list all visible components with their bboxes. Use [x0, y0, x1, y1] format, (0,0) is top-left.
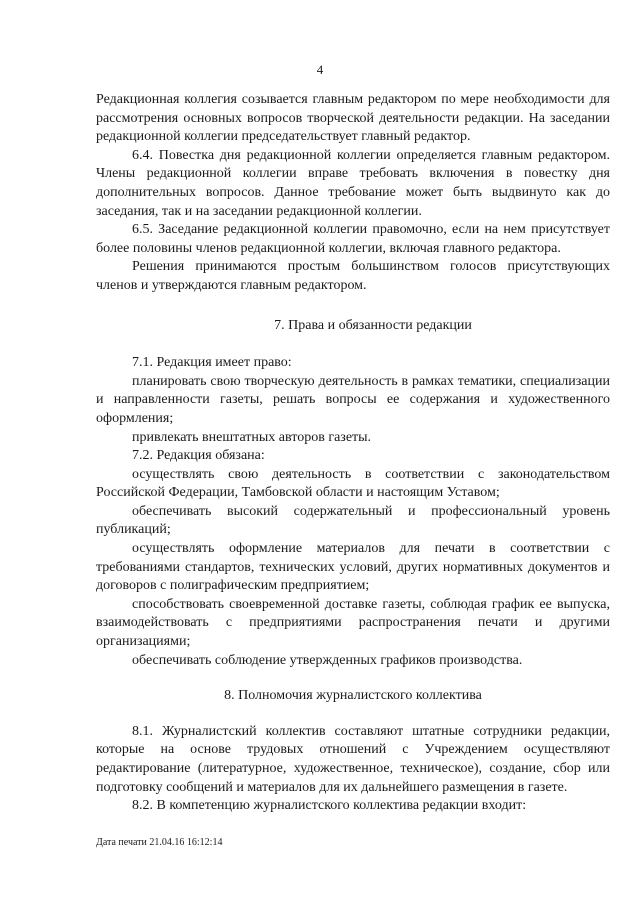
paragraph: 7.1. Редакция имеет право: — [132, 355, 292, 371]
paragraph: планировать свою творческую деятельность в рамках тематики, специализации и направленности газеты, решать вопросы ее содержания и художественного оформления; — [96, 373, 610, 426]
paragraph: обеспечивать соблюдение утвержденных графиков производства. — [132, 652, 523, 668]
page-number: 4 — [316, 62, 324, 77]
print-date-footer: Дата печати 21.04.16 16:12:14 — [96, 837, 223, 848]
section-7 — [96, 354, 610, 670]
paragraph: 7.2. Редакция обязана: — [132, 448, 265, 464]
paragraph: осуществлять оформление материалов для печати в соответствии с требованиями стандартов, технических условий, других нормативных документов и договоров с полиграфическим предприятием; — [96, 541, 610, 594]
paragraph: осуществлять свою деятельность в соответствии с законодательством Российской Федерации, Тамбовской области и настоящим Уставом; — [96, 466, 610, 501]
paragraph: привлекать внештатных авторов газеты. — [132, 429, 372, 445]
section-heading-8: 8. Полномочия журналистского коллектива — [224, 688, 482, 704]
paragraph: 6.5. Заседание редакционной коллегии правомочно, если на нем присутствует более половины членов редакционной коллегии, включая главного редактора. — [96, 222, 610, 256]
paragraph: Решения принимаются простым большинством голосов присутствующих членов и утверждаются главным редактором. — [96, 259, 610, 293]
paragraph: 8.1. Журналистский коллектив составляют штатные сотрудники редакции, которые на основе трудовых отношений с Учреждением осуществляют редактирование (литературное, художественное, техническое), создание, сбор или подготовку сообщений и материалов для их дальнейшего размещения в газете. — [96, 723, 610, 795]
section-heading-7: 7. Права и обязанности редакции — [274, 317, 472, 333]
paragraph: 6.4. Повестка дня редакционной коллегии определяется главным редактором. Члены редакционной коллегии вправе требовать включения в повестку дня дополнительных вопросов. Данное требование может быть выдвинуто как до заседания, так и на заседании редакционной коллегии. — [96, 147, 610, 219]
paragraph: способствовать своевременной доставке газеты, соблюдая график ее выпуска, взаимодействовать с предприятиями распространения печати и другими организациями; — [96, 596, 610, 650]
paragraph: 8.2. В компетенцию журналистского коллектива редакции входит: — [132, 798, 527, 814]
document-body — [96, 91, 610, 816]
paragraph: Редакционная коллегия созывается главным редактором по мере необходимости для рассмотрения основных вопросов творческой деятельности редакции. На заседании редакционной коллегии председательствует главный редактор. — [96, 92, 610, 145]
paragraph: обеспечивать высокий содержательный и профессиональный уровень публикаций; — [96, 503, 610, 538]
section-6-continuation — [96, 91, 610, 296]
section-8 — [96, 723, 610, 816]
